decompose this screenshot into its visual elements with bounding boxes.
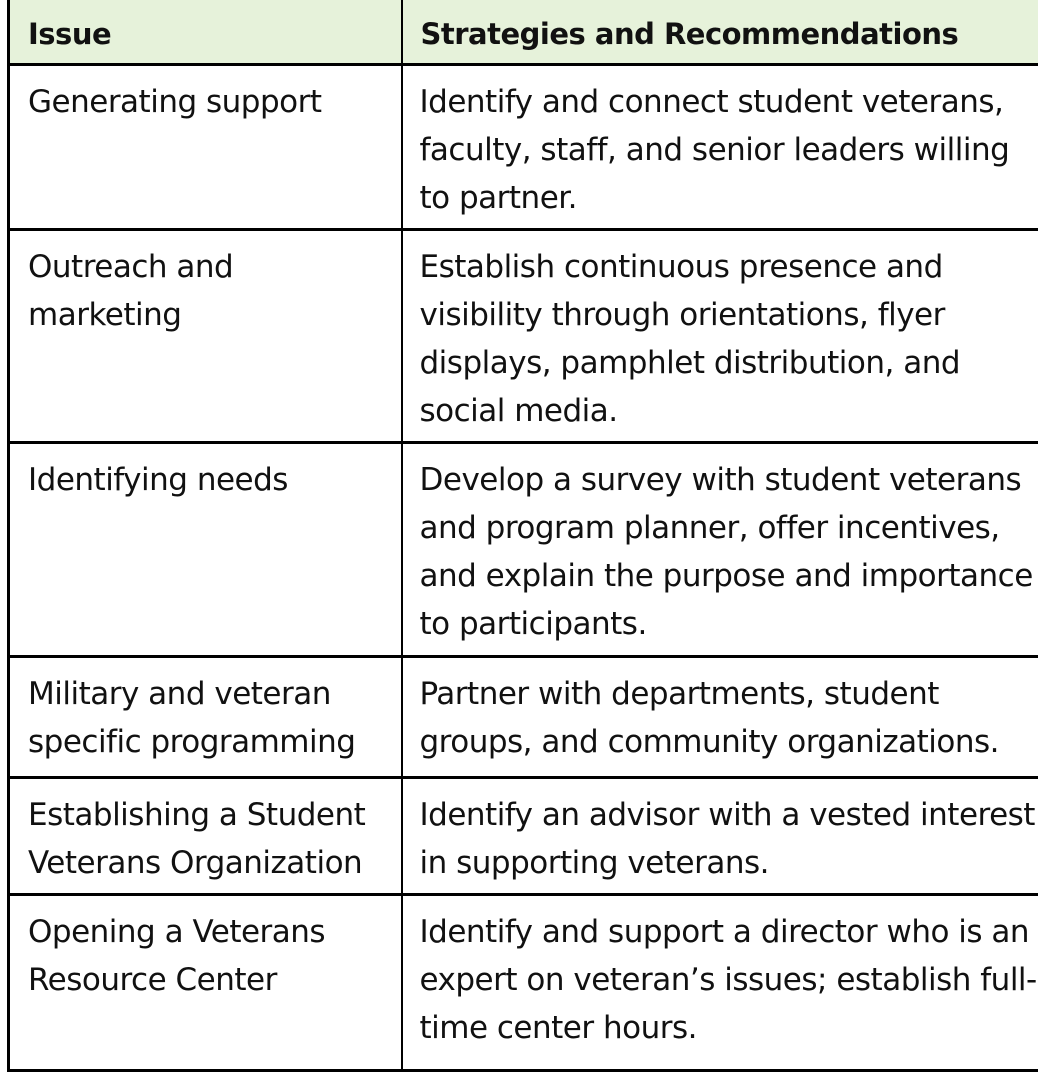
issue-cell: Military and veteran specific programming [9,656,402,777]
header-issue: Issue [9,0,402,64]
table-row [9,442,1038,656]
strategy-cell: Identify and support a director who is an expert on veteran’s issues; establish full-time center hours. [402,894,1038,1070]
strategy-cell: Develop a survey with student veterans and program planner, offer incentives, and explain the purpose and importance to participants. [402,442,1038,656]
strategies-table [7,0,1038,1072]
table-row [9,894,1038,1070]
issue-cell: Opening a Veterans Resource Center [9,894,402,1070]
strategy-cell: Identify and connect student veterans, faculty, staff, and senior leaders willing to partner. [402,64,1038,229]
table-row [9,229,1038,442]
issue-cell: Outreach and marketing [9,229,402,442]
header-row [9,0,1038,64]
issue-cell: Identifying needs [9,442,402,656]
table-row [9,777,1038,894]
table-row [9,656,1038,777]
header-strategies: Strategies and Recommendations [402,0,1038,64]
issue-cell: Generating support [9,64,402,229]
issue-cell: Establishing a Student Veterans Organization [9,777,402,894]
table-row [9,64,1038,229]
strategy-cell: Identify an advisor with a vested interest in supporting veterans. [402,777,1038,894]
strategy-cell: Establish continuous presence and visibility through orientations, flyer displays, pamphlet distribution, and social media. [402,229,1038,442]
strategy-cell: Partner with departments, student groups, and community organizations. [402,656,1038,777]
